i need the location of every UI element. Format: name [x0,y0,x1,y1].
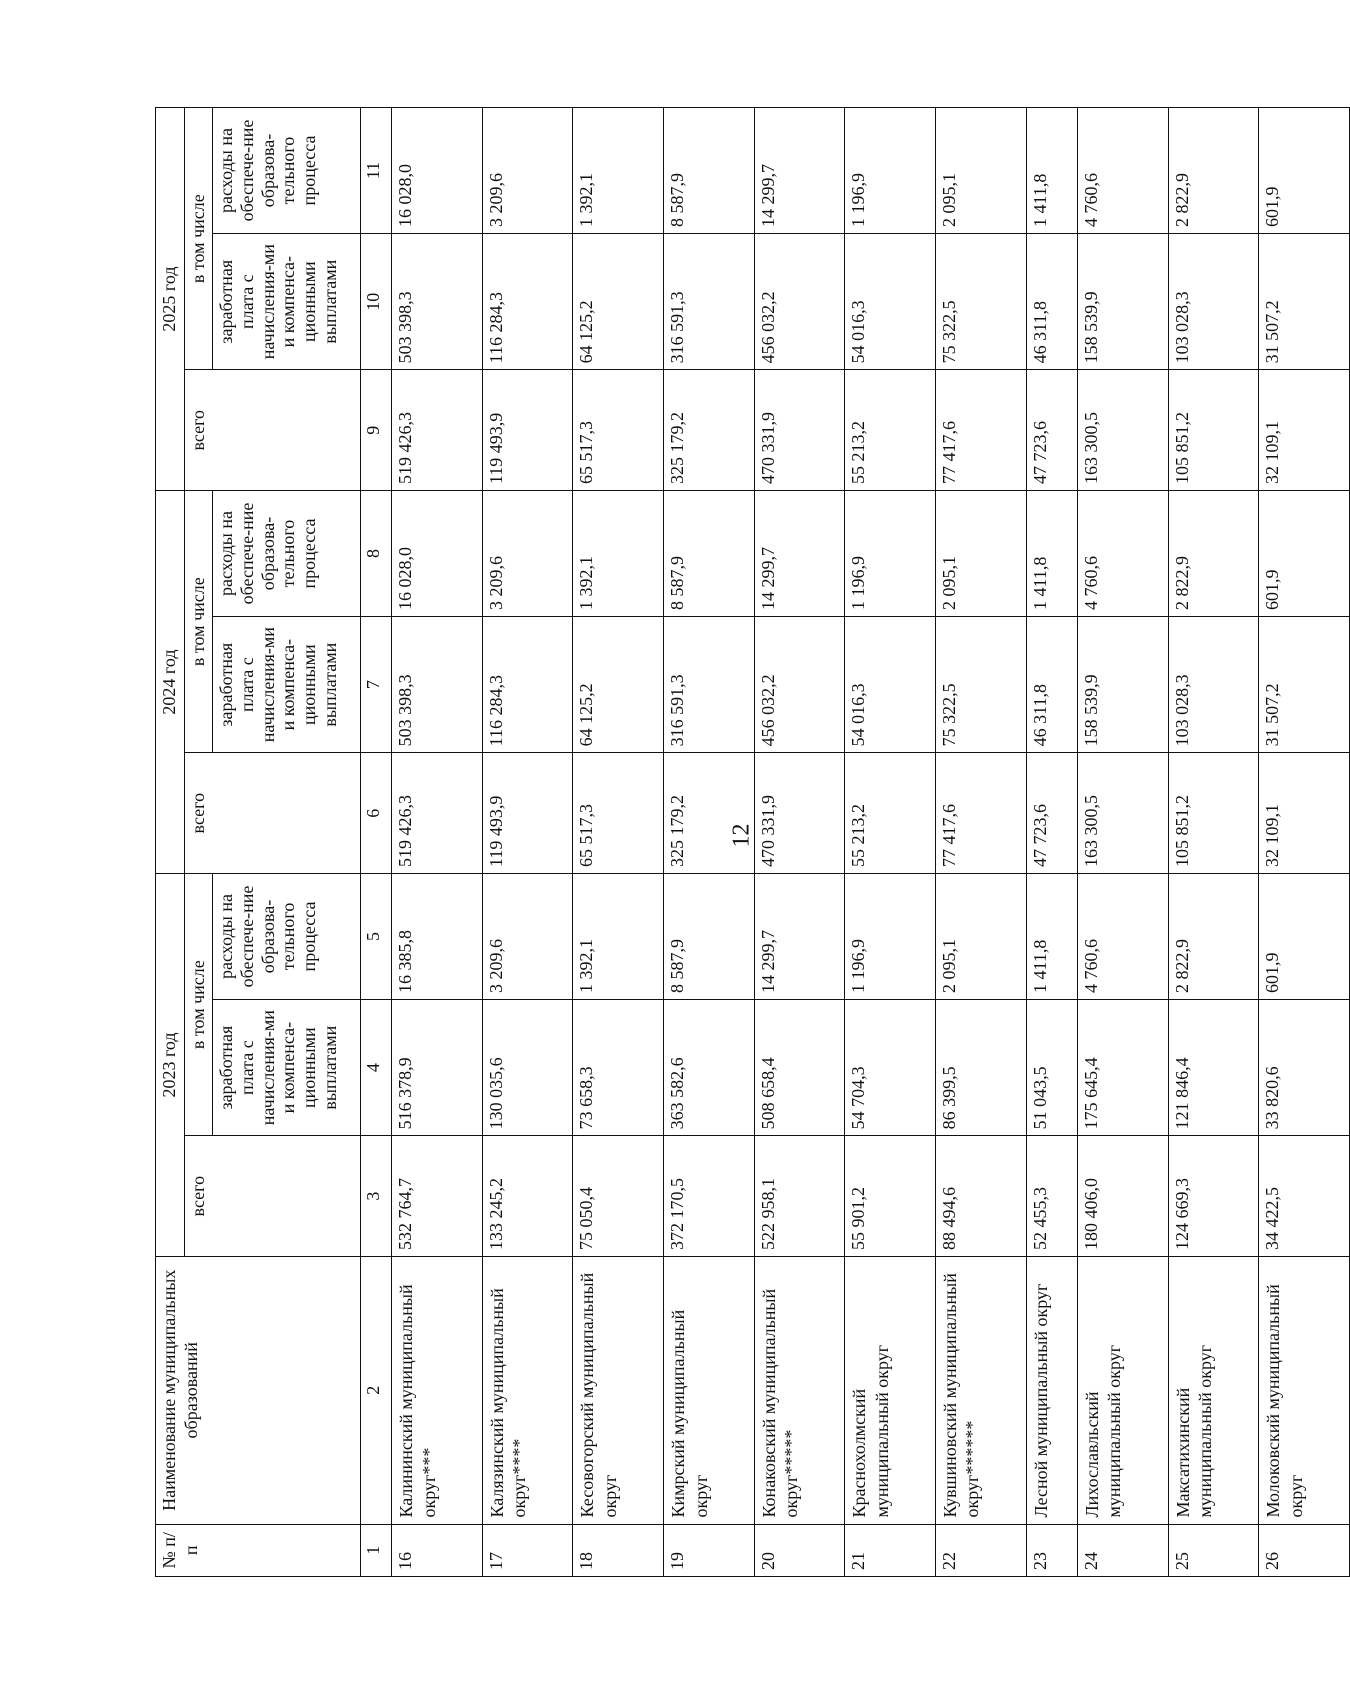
row-number-cell: 23 [1026,1524,1077,1576]
value-cell: 77 417,6 [935,370,1026,491]
value-cell: 456 032,2 [754,616,845,752]
table-row [1026,108,1077,1577]
value-cell: 31 507,2 [1259,616,1350,752]
value-cell: 456 032,2 [754,233,845,369]
header-expenses-2024: расходы на обеспече-ние образова-тельного процесса [213,491,361,617]
value-cell: 532 764,7 [392,1136,483,1257]
value-cell: 1 392,1 [573,108,664,234]
value-cell: 65 517,3 [573,370,664,491]
value-cell: 46 311,8 [1026,616,1077,752]
value-cell: 88 494,6 [935,1136,1026,1257]
value-cell: 64 125,2 [573,616,664,752]
value-cell: 601,9 [1259,874,1350,1000]
municipality-name-cell: Молоковский муниципальный округ [1259,1257,1350,1525]
value-cell: 16 028,0 [392,108,483,234]
value-cell: 4 760,6 [1077,108,1168,234]
value-cell: 2 095,1 [935,491,1026,617]
municipality-name-cell: Кесовогорский муниципальный округ [573,1257,664,1525]
value-cell: 55 213,2 [845,753,936,874]
value-cell: 73 658,3 [573,999,664,1135]
value-cell: 8 587,9 [664,108,755,234]
value-cell: 119 493,9 [482,370,573,491]
value-cell: 8 587,9 [664,491,755,617]
value-cell: 124 669,3 [1168,1136,1259,1257]
row-number-cell: 25 [1168,1524,1259,1576]
value-cell: 316 591,3 [664,233,755,369]
value-cell: 2 095,1 [935,874,1026,1000]
row-number-cell: 21 [845,1524,936,1576]
municipality-name-cell: Лихославльский муниципальный округ [1077,1257,1168,1525]
value-cell: 325 179,2 [664,753,755,874]
municipality-name-cell: Краснохолмский муниципальный округ [845,1257,936,1525]
table-row [754,108,845,1577]
value-cell: 46 311,8 [1026,233,1077,369]
value-cell: 33 820,6 [1259,999,1350,1135]
row-number-cell: 16 [392,1524,483,1576]
value-cell: 54 704,3 [845,999,936,1135]
index-cell: 10 [361,233,392,369]
value-cell: 32 109,1 [1259,370,1350,491]
header-num: № п/п [156,1524,361,1576]
municipality-name-cell: Калязинский муниципальный округ**** [482,1257,573,1525]
value-cell: 54 016,3 [845,616,936,752]
value-cell: 1 196,9 [845,491,936,617]
table-row [1077,108,1168,1577]
row-number-cell: 19 [664,1524,755,1576]
municipality-name-cell: Лесной муниципальный округ [1026,1257,1077,1525]
value-cell: 119 493,9 [482,753,573,874]
value-cell: 47 723,6 [1026,370,1077,491]
index-cell: 7 [361,616,392,752]
value-cell: 175 645,4 [1077,999,1168,1135]
index-cell: 5 [361,874,392,1000]
table-row [392,108,483,1577]
page-number: 12 [728,823,755,848]
row-number-cell: 24 [1077,1524,1168,1576]
value-cell: 121 846,4 [1168,999,1259,1135]
value-cell: 325 179,2 [664,370,755,491]
value-cell: 55 213,2 [845,370,936,491]
value-cell: 52 455,3 [1026,1136,1077,1257]
value-cell: 16 028,0 [392,491,483,617]
row-number-cell: 17 [482,1524,573,1576]
value-cell: 180 406,0 [1077,1136,1168,1257]
value-cell: 47 723,6 [1026,753,1077,874]
value-cell: 14 299,7 [754,491,845,617]
value-cell: 31 507,2 [1259,233,1350,369]
header-year-2024: 2024 год [156,491,185,874]
value-cell: 522 958,1 [754,1136,845,1257]
header-salary-2023: заработная плата с начисления-ми и компенса-ционными выплатами [213,999,361,1135]
value-cell: 14 299,7 [754,108,845,234]
value-cell: 34 422,5 [1259,1136,1350,1257]
value-cell: 163 300,5 [1077,370,1168,491]
header-expenses-2023: расходы на обеспече-ние образова-тельного процесса [213,874,361,1000]
value-cell: 54 016,3 [845,233,936,369]
value-cell: 75 050,4 [573,1136,664,1257]
value-cell: 2 822,9 [1168,491,1259,617]
value-cell: 32 109,1 [1259,753,1350,874]
value-cell: 133 245,2 [482,1136,573,1257]
value-cell: 77 417,6 [935,753,1026,874]
value-cell: 86 399,5 [935,999,1026,1135]
index-cell: 1 [361,1524,392,1576]
budget-table [155,107,1350,1577]
index-cell: 11 [361,108,392,234]
value-cell: 2 822,9 [1168,108,1259,234]
index-cell: 6 [361,753,392,874]
value-cell: 1 196,9 [845,108,936,234]
value-cell: 116 284,3 [482,616,573,752]
value-cell: 116 284,3 [482,233,573,369]
value-cell: 3 209,6 [482,491,573,617]
table-row [482,108,573,1577]
municipality-name-cell: Кувшиновский муниципальный округ****** [935,1257,1026,1525]
value-cell: 316 591,3 [664,616,755,752]
table-row [664,108,755,1577]
value-cell: 1 411,8 [1026,491,1077,617]
value-cell: 158 539,9 [1077,233,1168,369]
index-cell: 3 [361,1136,392,1257]
value-cell: 75 322,5 [935,616,1026,752]
value-cell: 1 411,8 [1026,874,1077,1000]
value-cell: 1 196,9 [845,874,936,1000]
value-cell: 65 517,3 [573,753,664,874]
value-cell: 2 095,1 [935,108,1026,234]
value-cell: 508 658,4 [754,999,845,1135]
table-row [1168,108,1259,1577]
value-cell: 64 125,2 [573,233,664,369]
header-salary-2024: заработная плата с начисления-ми и компенса-ционными выплатами [213,616,361,752]
value-cell: 2 822,9 [1168,874,1259,1000]
value-cell: 4 760,6 [1077,874,1168,1000]
value-cell: 470 331,9 [754,370,845,491]
table-row [845,108,936,1577]
rotated-table-container [155,107,1350,1577]
municipality-name-cell: Конаковский муниципальный округ***** [754,1257,845,1525]
municipality-name-cell: Максатихинский муниципальный округ [1168,1257,1259,1525]
index-cell: 4 [361,999,392,1135]
header-total-2023: всего [184,1136,361,1257]
value-cell: 105 851,2 [1168,753,1259,874]
value-cell: 516 378,9 [392,999,483,1135]
value-cell: 503 398,3 [392,233,483,369]
value-cell: 3 209,6 [482,108,573,234]
header-expenses-2025: расходы на обеспече-ние образова-тельного процесса [213,108,361,234]
header-name: Наименование муниципальных образований [156,1257,361,1525]
value-cell: 55 901,2 [845,1136,936,1257]
header-incl-2024: в том числе [184,491,213,753]
municipality-name-cell: Кимрский муниципальный округ [664,1257,755,1525]
table-row [573,108,664,1577]
header-year-2023: 2023 год [156,874,185,1257]
header-year-2025: 2025 год [156,108,185,491]
index-cell: 8 [361,491,392,617]
value-cell: 158 539,9 [1077,616,1168,752]
value-cell: 1 392,1 [573,491,664,617]
table-row [935,108,1026,1577]
value-cell: 103 028,3 [1168,233,1259,369]
value-cell: 363 582,6 [664,999,755,1135]
header-total-2024: всего [184,753,361,874]
value-cell: 601,9 [1259,491,1350,617]
index-cell: 9 [361,370,392,491]
value-cell: 4 760,6 [1077,491,1168,617]
value-cell: 163 300,5 [1077,753,1168,874]
value-cell: 16 385,8 [392,874,483,1000]
header-incl-2025: в том числе [184,108,213,370]
value-cell: 105 851,2 [1168,370,1259,491]
table-row [1259,108,1350,1577]
header-salary-2025: заработная плата с начисления-ми и компенса-ционными выплатами [213,233,361,369]
header-total-2025: всего [184,370,361,491]
row-number-cell: 20 [754,1524,845,1576]
value-cell: 130 035,6 [482,999,573,1135]
value-cell: 1 411,8 [1026,108,1077,234]
row-number-cell: 26 [1259,1524,1350,1576]
value-cell: 1 392,1 [573,874,664,1000]
value-cell: 503 398,3 [392,616,483,752]
value-cell: 601,9 [1259,108,1350,234]
row-number-cell: 18 [573,1524,664,1576]
value-cell: 519 426,3 [392,753,483,874]
column-index-row [361,108,392,1577]
value-cell: 470 331,9 [754,753,845,874]
index-cell: 2 [361,1257,392,1525]
value-cell: 51 043,5 [1026,999,1077,1135]
header-incl-2023: в том числе [184,874,213,1136]
value-cell: 103 028,3 [1168,616,1259,752]
value-cell: 519 426,3 [392,370,483,491]
municipality-name-cell: Калининский муниципальный округ*** [392,1257,483,1525]
value-cell: 372 170,5 [664,1136,755,1257]
value-cell: 75 322,5 [935,233,1026,369]
value-cell: 14 299,7 [754,874,845,1000]
row-number-cell: 22 [935,1524,1026,1576]
value-cell: 3 209,6 [482,874,573,1000]
value-cell: 8 587,9 [664,874,755,1000]
